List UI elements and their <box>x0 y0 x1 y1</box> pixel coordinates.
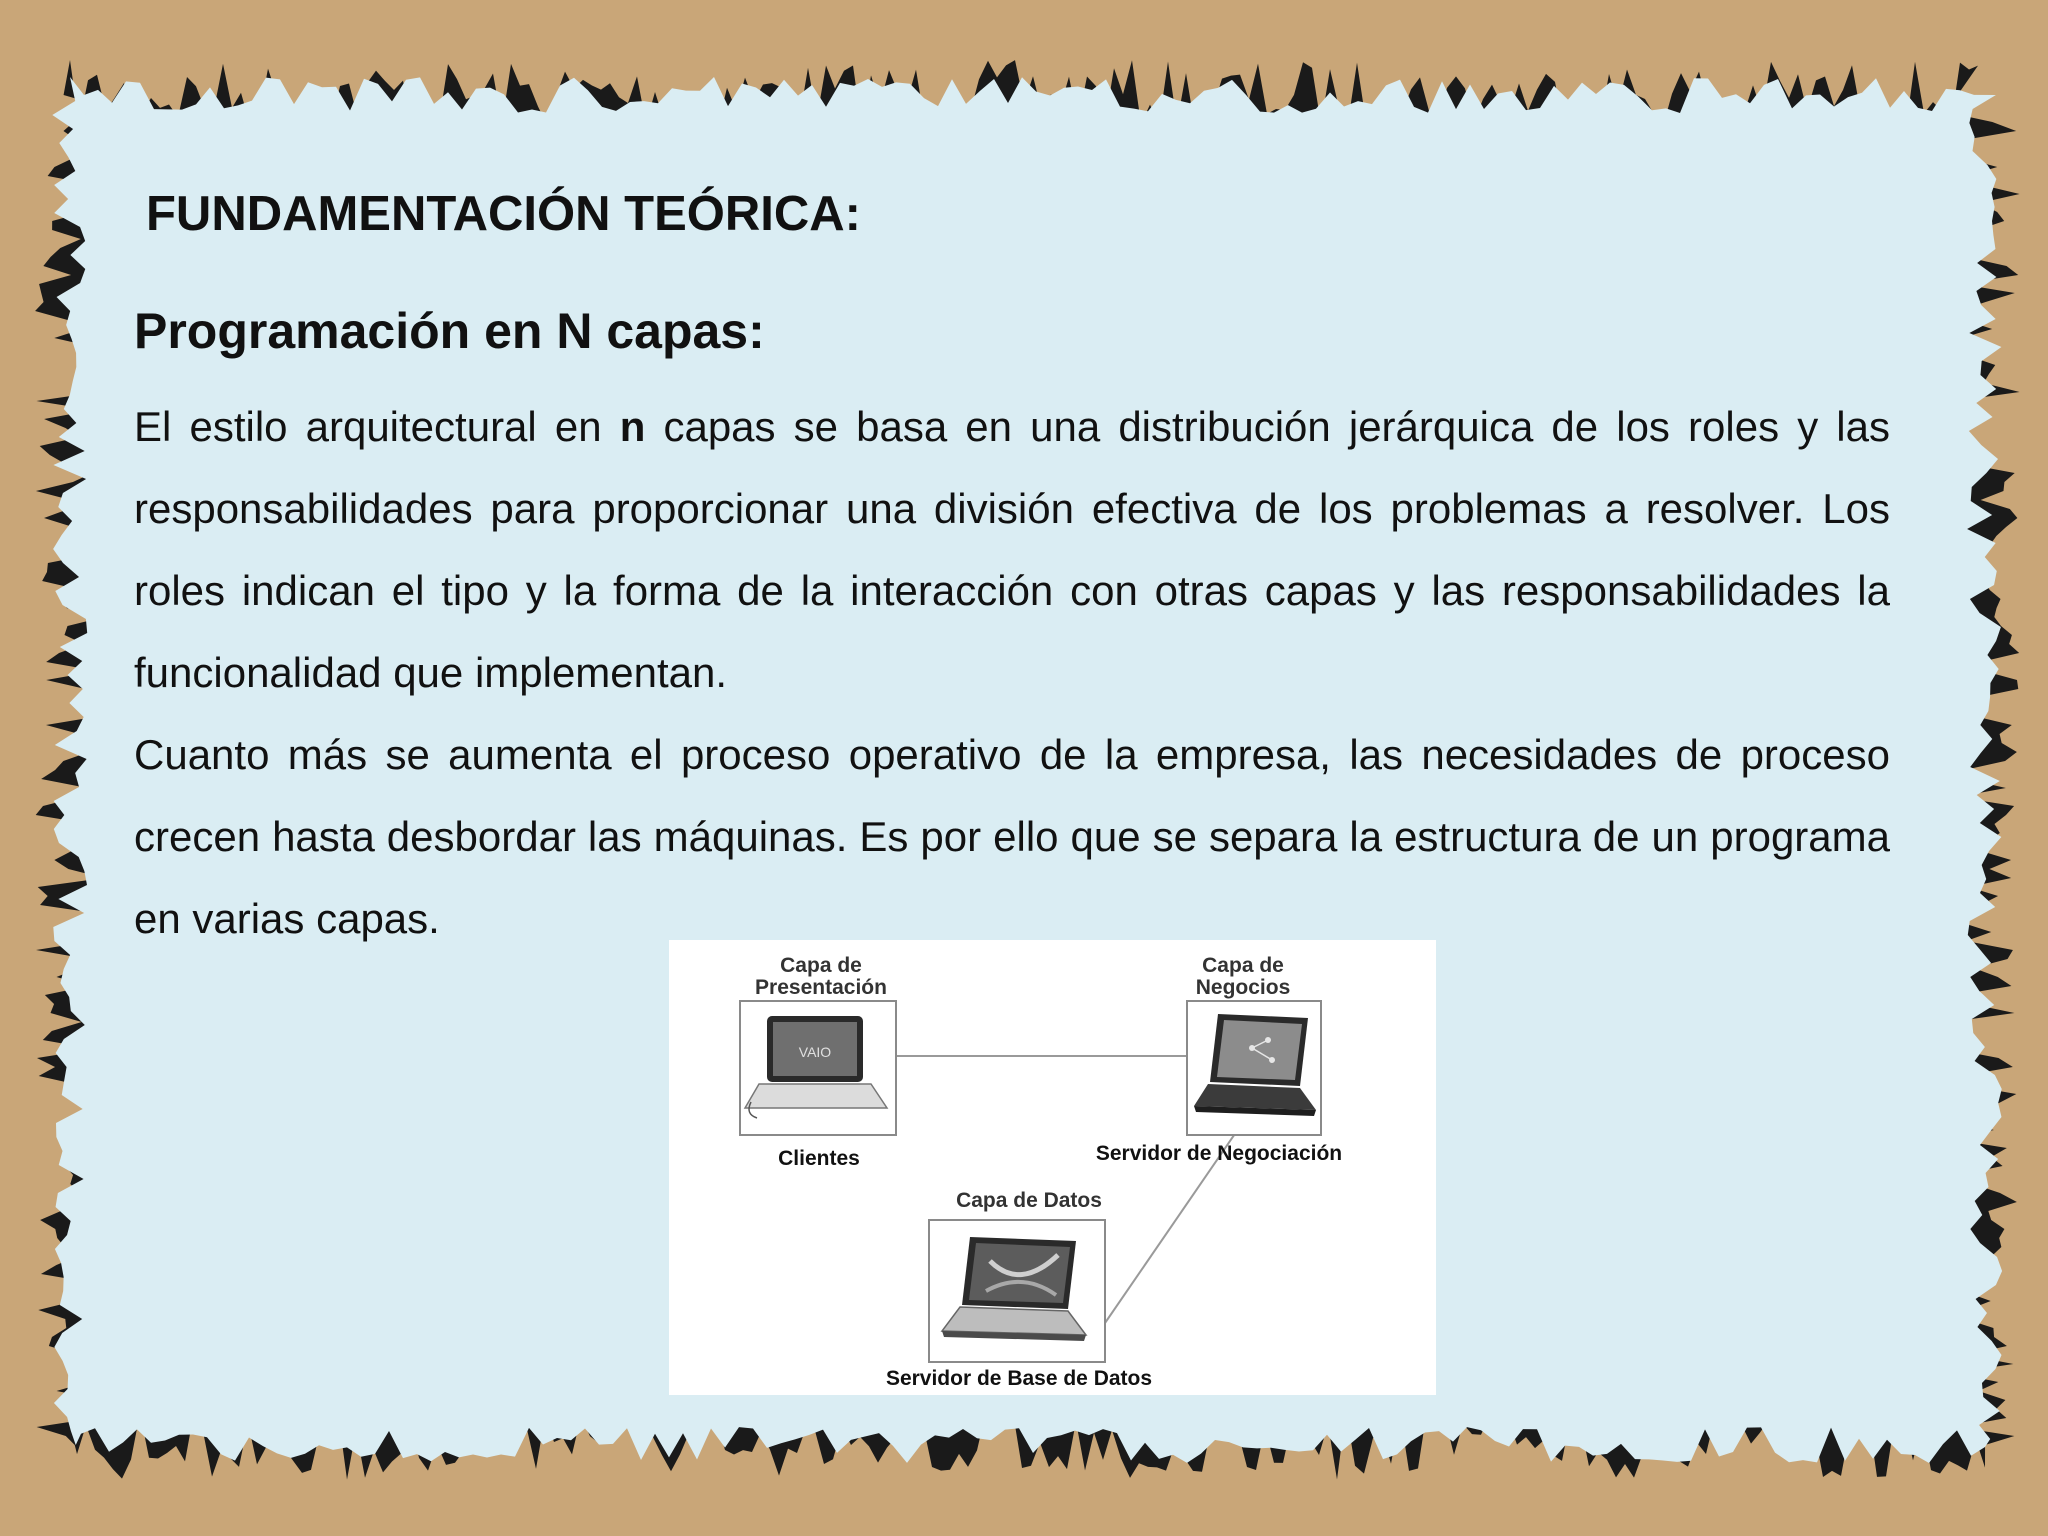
database-server-label: Servidor de Base de Datos <box>885 1367 1153 1390</box>
clients-label: Clientes <box>778 1147 860 1170</box>
presentation-layer-label: Capa de Presentación <box>755 954 887 999</box>
paragraph-1-rest: capas se basa en una distribución jerárquica de los roles y las responsabilidades para proporcionar una división efectiva de los problemas a resolver. Los roles indican el tipo y la forma de la interacción con otras capas y las responsabilidades la funcionalidad que implementan. <box>134 403 1890 696</box>
paragraph-1-bold: n <box>619 403 646 450</box>
data-layer-label: Capa de Datos <box>956 1189 1102 1212</box>
paragraph-1-start: El estilo arquitectural en <box>134 403 620 450</box>
database-laptop-icon <box>930 1221 1104 1361</box>
n-tier-diagram <box>669 940 1436 1395</box>
paragraph-2: Cuanto más se aumenta el proceso operativo de la empresa, las necesidades de proceso crecen hasta desbordar las máquinas. Es por ello que se separa la estructura de un programa en varias capas. <box>134 731 1890 942</box>
business-laptop-icon <box>1188 1002 1320 1134</box>
database-laptop-box <box>928 1219 1106 1363</box>
section-heading: Programación en N capas: <box>134 303 765 359</box>
client-laptop-box <box>739 1000 897 1136</box>
business-server-label: Servidor de Negociación <box>1095 1142 1343 1165</box>
laptop-brand: VAIO <box>798 1044 832 1060</box>
slide-title: FUNDAMENTACIÓN TEÓRICA: <box>146 187 861 241</box>
laptop-icon <box>741 1002 895 1134</box>
business-laptop-box <box>1186 1000 1322 1136</box>
paragraph-1 <box>134 386 1890 714</box>
body-text <box>134 386 1890 960</box>
business-layer-label: Capa de Negocios <box>1195 954 1291 999</box>
